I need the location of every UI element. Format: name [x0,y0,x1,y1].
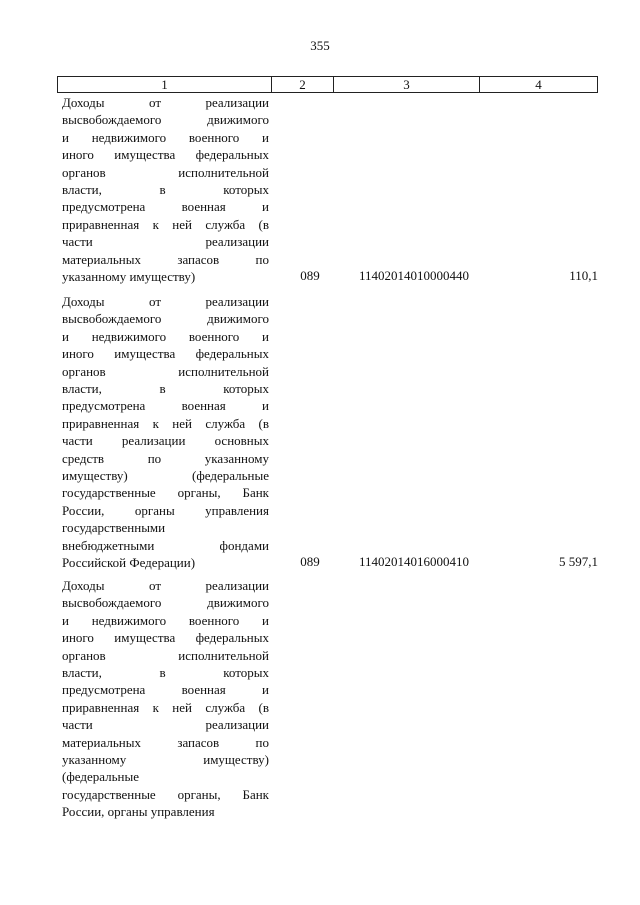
description-line: части реализации [62,234,269,250]
description-line: Доходы от реализации [62,294,269,309]
description-line: высвобождаемого движимого [62,595,269,611]
description-line: материальных запасов по [62,251,269,267]
description-line: России, органы управления [62,804,215,820]
description-line: и недвижимого военного и [62,612,269,628]
row-code: 089 [300,554,320,569]
description-line: предусмотрена военная и [62,398,269,414]
description-line: предусмотрена военная и [62,682,269,698]
page-number: 355 [310,38,330,53]
description-line: приравненная к ней служба (в [62,415,269,431]
description-line: материальных запасов по [62,734,269,750]
description-line: Российской Федерации) [62,555,196,571]
description-line: (федеральные [62,769,139,785]
row-amount: 5 597,1 [559,554,598,569]
table-header [57,76,598,93]
description-line: части реализации основных [62,433,269,449]
description-line: указанному имуществу) [62,269,196,285]
description-line: государственные органы, Банк [62,485,269,501]
description-line: иного имущества федеральных [62,147,269,163]
description-line: приравненная к ней служба (в [62,699,269,715]
description-line: и недвижимого военного и [62,328,269,344]
description-line: высвобождаемого движимого [62,311,269,327]
row-description [62,94,269,285]
description-line: средств по указанному [62,450,269,466]
column-header-1: 1 [58,77,272,92]
description-line: власти, в которых [62,665,269,681]
description-line: иного имущества федеральных [62,630,269,646]
description-line: Доходы от реализации [62,578,269,593]
description-line: России, органы управления [62,502,269,518]
description-line: Доходы от реализации [62,95,269,110]
description-line: государственные органы, Банк [62,786,269,802]
column-header-2: 2 [272,77,334,92]
description-line: имуществу) (федеральные [62,468,269,484]
row-kbk: 11402014016000410 [358,554,470,569]
description-line: государственными [62,520,166,536]
column-header-3: 3 [334,77,480,92]
description-line: иного имущества федеральных [62,346,269,362]
row-kbk: 11402014010000440 [358,268,470,283]
row-description [62,293,269,572]
description-line: власти, в которых [62,182,269,198]
description-line: и недвижимого военного и [62,129,269,145]
row-code: 089 [300,268,320,283]
description-line: органов исполнительной [62,647,269,663]
row-description [62,577,269,821]
description-line: указанному имуществу) [62,752,269,768]
description-line: органов исполнительной [62,164,269,180]
description-line: внебюджетными фондами [62,537,269,553]
description-line: части реализации [62,717,269,733]
column-header-4: 4 [535,77,542,92]
description-line: высвобождаемого движимого [62,112,269,128]
description-line: предусмотрена военная и [62,199,269,215]
description-line: приравненная к ней служба (в [62,216,269,232]
description-line: органов исполнительной [62,363,269,379]
description-line: власти, в которых [62,381,269,397]
row-amount: 110,1 [569,268,598,283]
